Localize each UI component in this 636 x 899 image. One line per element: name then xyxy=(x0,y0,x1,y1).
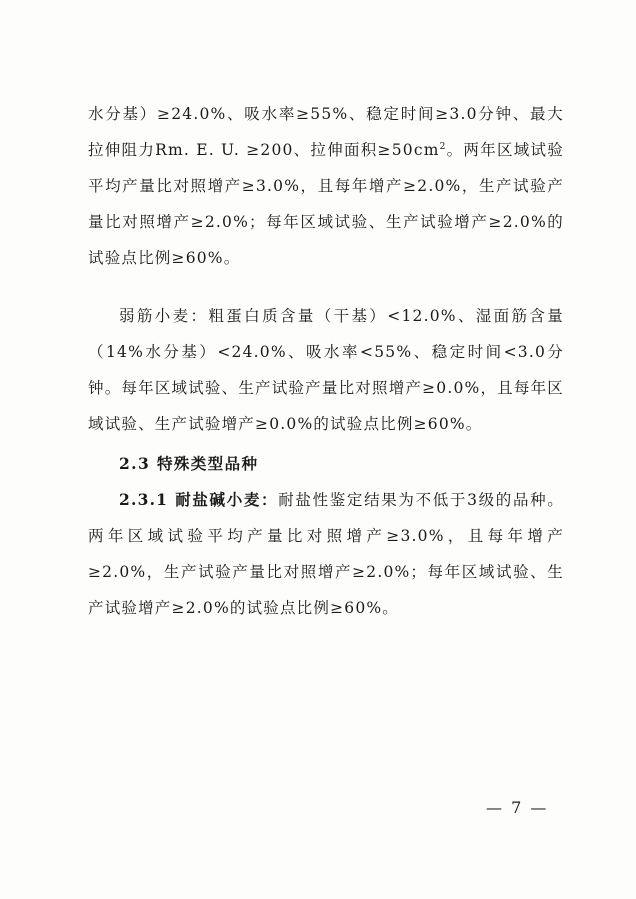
paragraph-salt-tolerant xyxy=(88,482,564,626)
paragraph-weak-gluten xyxy=(88,298,564,442)
paragraph-text: 弱筋小麦：粗蛋白质含量（干基）<12.0%、湿面筋含量（14%水分基）<24.0%、吸水率<55%、稳定时间<3.0分钟。每年区域试验、生产试验产量比对照增产≥0.0%，且每年区域试验、生产试验增产≥0.0%的试验点比例≥60%。 xyxy=(88,307,564,433)
section-heading: 2.3 特殊类型品种 xyxy=(119,454,259,473)
paragraph-text: 耐盐性鉴定结果为不低于3级的品种。两年区域试验平均产量比对照增产≥3.0%，且每年增产≥2.0%，生产试验产量比对照增产≥2.0%；每年区域试验、生产试验增产≥2.0%的试验点比例≥60%。 xyxy=(88,491,564,617)
body-text xyxy=(88,96,564,626)
paragraph-strong-gluten-continued xyxy=(88,96,564,276)
paragraph-text: 水分基）≥24.0%、吸水率≥55%、稳定时间≥3.0分钟、最大拉伸阻力Rm. E. U. ≥200、拉伸面积≥50cm xyxy=(88,105,564,159)
subsection-label: 2.3.1 耐盐碱小麦： xyxy=(119,490,279,509)
superscript: 2 xyxy=(439,141,447,152)
page-number: — 7 — xyxy=(486,798,549,817)
paragraph-text-end: 。两年区域试验平均产量比对照增产≥3.0%，且每年增产≥2.0%，生产试验产量比对照增产≥2.0%；每年区域试验、生产试验增产≥2.0%的试验点比例≥60%。 xyxy=(88,141,564,267)
